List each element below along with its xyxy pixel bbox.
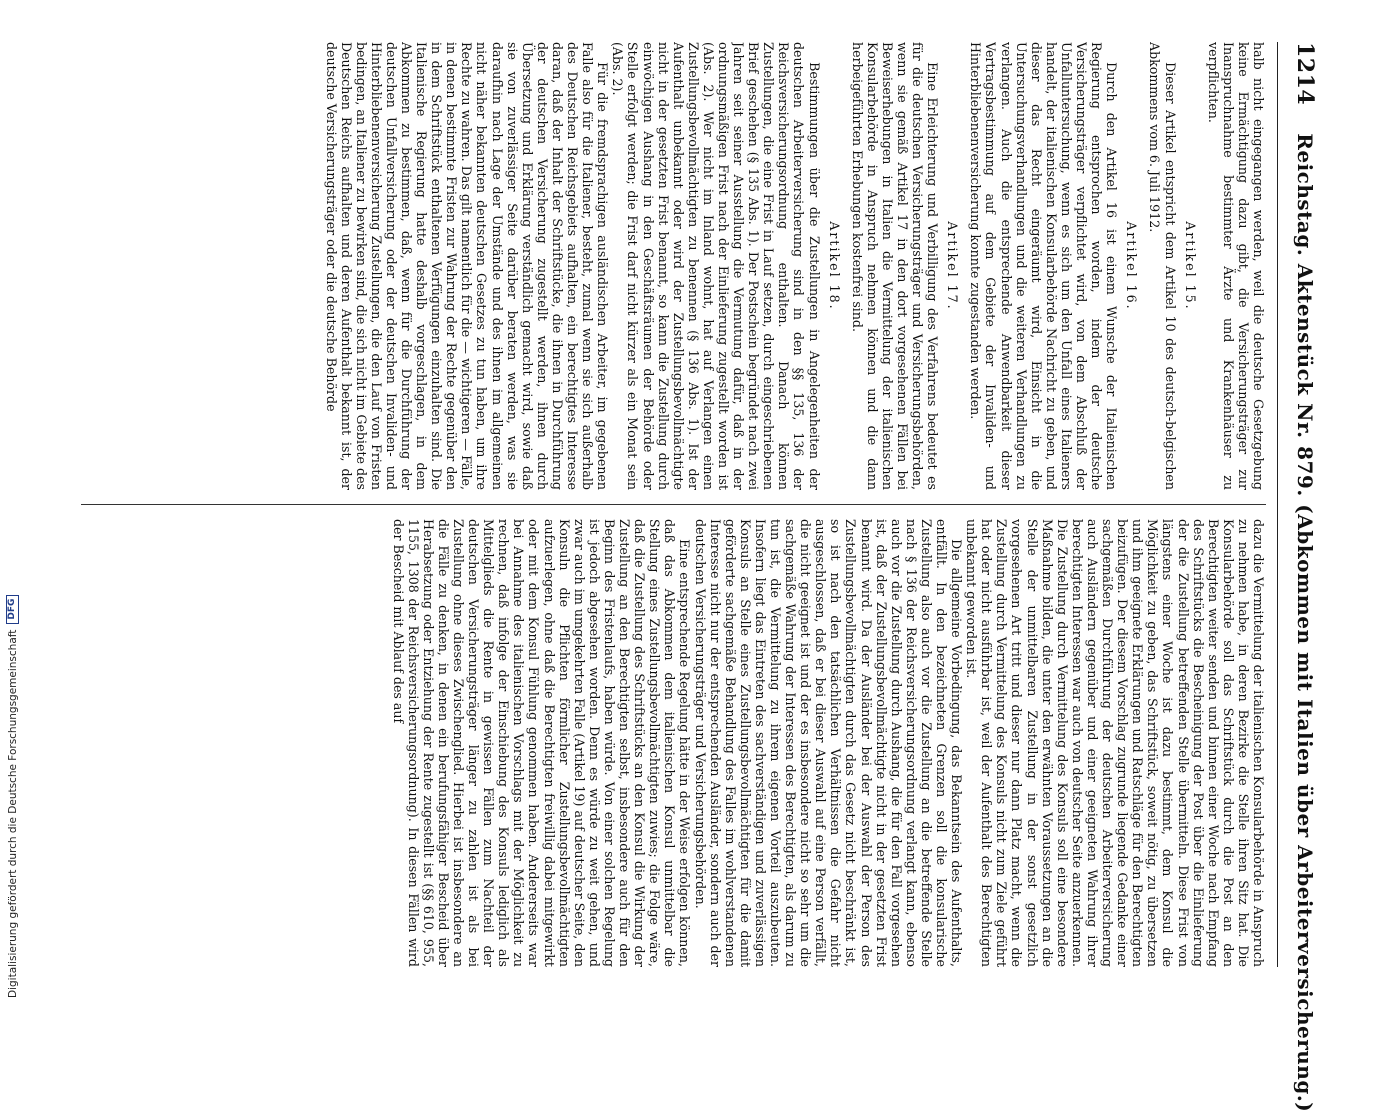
credit-text: Digitalisierung gefördert durch die Deutsche Forschungsgemeinschaft: [6, 629, 19, 998]
paragraph: Eine entsprechende Regelung hätte in der Weise erfolgen können, daß das Abkommen dem italienischen Konsul unmittelbar die Stellung eines Zustellungsbevollmächtigten zuwies; die Folge wäre, daß die Zustellung des Schriftstücks an den Konsul die Wirkung der Zustellung an den Berechtigten selbst, insbesondere auch für den Beginn des Fristenlaufs, haben würde. Von einer solchen Regelung ist jedoch abgesehen worden. Denn es würde zu weit gehen, und zwar auch im umgekehrten Falle (Artikel 19) auf deutscher Seite, den Konsuln die Pflichten förmlicher Zustellungsbevollmächtigten aufzuerlegen, ohne daß die Berechtigten freiwillig dabei mitgewirkt oder mit dem Konsul Fühlung genommen haben. Andererseits war bei Annahme des italienischen Vorschlags mit der Möglichkeit zu rechnen, daß infolge der Einschiebung des Konsuls lediglich als Mittelglieds die Rente in gewissen Fällen zum Nachteil der deutschen Versicherungsträger länger zu zahlen ist als bei Zustellung ohne dieses Zwischenglied. Hierbei ist insbesondere an die Fälle zu denken, in denen ein berufungsfähiger Bescheid über Herabsetzung oder Entziehung der Rente zugestellt ist (§§ 610, 955, 1155, 1308 der Reichsversicherungsordnung). In diesen Fällen wird der Bescheid mit Ablauf des auf: [390, 519, 693, 967]
article-heading: Artikel 17.: [945, 221, 961, 311]
left-column: [81, 42, 1266, 490]
paragraph: Durch den Artikel 16 ist einem Wunsche der Italienischen Regierung entsprochen worden, indem der deutsche Versicherungsträger verpflichtet wird, von dem Abschluß der Unfalluntersuchung, wenn es sich um den Unfall eines Italieners handelt, der italienischen Konsularbehörde Nachricht zu geben, und dieser das Recht eingeräumt wird, Einsicht in die Untersuchungsverhandlungen und die weiteren Verhandlungen zu verlangen. Auch die entsprechende Anwendbarkeit dieser Vertragsbestimmung auf dem Gebiete der Invaliden- und Hinterbliebenenversicherung konnte zugestanden werden.: [968, 42, 1120, 490]
paragraph: Die allgemeine Vorbedingung, das Bekanntsein des Aufenthalts, entfällt. In den bezeichneten Grenzen soll die konsularische Zustellung also auch vor die Zustellung an die betreffende Stelle nach § 136 der Reichsversicherungsordnung verlangt kann, ebenso auch vor die Zustellung durch Aushang, die für den Fall vorgesehen ist, daß der Zustellungsbevollmächtigte nicht in der gesetzten Frist benannt wird. Da der Ausländer bei der Auswahl der Person des Zustellungsbevollmächtigten durch das Gesetz nicht beschränkt ist, so ist nach den tatsächlichen Verhältnissen die Gefahr nicht ausgeschlossen, daß er bei dieser Auswahl auf eine Person verfällt, die nicht geeignet ist und der es insbesondere nicht so sehr um die sachgemäße Wahrung der Interessen des Berechtigten, als darum zu tun ist, die Vermittelung zu ihrem eigenen Vorteil auszubeuten. Insofern liegt das Eintreten des sachverständigen und zuverlässigen Konsuls an Stelle eines Zustellungsbevollmächtigten für die damit geförderte sachgemäße Behandlung des Falles im wohlverstandenen Interesse nicht nur der entsprechenden Ausländer, sondern auch der deutschen Versicherungsträger und Versicherungsbehörden.: [692, 519, 965, 967]
running-title: Reichstag. Aktenstück Nr. 879. (Abkommen mit Italien über Arbeiterversicherung.): [1293, 133, 1317, 1112]
page-number: 1214: [1292, 42, 1318, 106]
paragraph: Eine Erleichterung und Verbilligung des Verfahrens bedeutet es für die deutschen Versicherungsträger und Versicherungsbehörden, wenn sie gemäß Artikel 17 in den dort vorgesehenen Fällen bei Beweiserhebungen in Italien die Vermittelung der italienischen Konsularbehörde in Anspruch nehmen können und die dann herbeigeführten Erhebungen kostenfrei sind.: [849, 42, 941, 490]
right-column: [81, 519, 1266, 967]
paragraph: dazu die Vermittelung der italienischen Konsularbehörde in Anspruch zu nehmen habe, in deren Bezirke die Stelle ihren Sitz hat. Die Konsularbehörde soll das Schriftstück durch die Post an den Berechtigten weiter senden und binnen einer Woche nach Empfang des Schriftstücks die Bescheinigung der Post über die Einlieferung der die Zustellung betreffenden Stelle übermitteln. Diese Frist von längstens einer Woche ist dazu bestimmt, dem Konsul die Möglichkeit zu geben, das Schriftstück, soweit nötig, zu übersetzen und ihm geeignete Erklärungen und Ratschläge für den Berechtigten beizufügen. Der diesem Vorschlag zugrunde liegende Gedanke einer sachgemäßen Durchführung der deutschen Arbeiterversicherung auch Ausländern gegenüber und einer geeigneten Wahrung ihrer berechtigten Interessen war auch von deutscher Seite anzuerkennen. Die Zustellung durch Vermittelung des Konsuls soll eine besondere Maßnahme bilden, die unter den erwähnten Voraussetzungen an die Stelle der unmittelbaren Zustellung in der sonst gesetzlich vorgesehenen Art tritt und dieser nur dann Platz macht, wenn die Zustellung durch Vermittelung des Konsuls nicht zum Ziele geführt hat oder nicht ausführbar ist, weil der Aufenthalt des Berechtigten unbekannt geworden ist.: [964, 519, 1266, 967]
paragraph: Dieser Artikel entspricht dem Artikel 10 des deutsch-belgischen Abkommens vom 6. Juli 1912.: [1147, 42, 1178, 490]
page-header: [1280, 42, 1318, 1112]
column-divider: [81, 504, 1266, 505]
dfg-logo: DFG: [6, 595, 19, 624]
article-heading: Artikel 15.: [1182, 221, 1198, 311]
digitization-credit: [6, 18, 19, 998]
paragraph: Bestimmungen über die Zustellungen in Angelegenheiten der deutschen Arbeiterversicherung sind in den §§ 135, 136 der Reichsversicherungsordnung enthalten. Danach können Zustellungen, die eine Frist in Lauf setzen, durch eingeschriebenen Brief geschehen (§ 135 Abs. 1). Der Postschein begründet nach zwei Jahren seit seiner Ausstellung die Vermutung dafür, daß in der ordnungsmäßigen Frist nach der Einlieferung zugestellt worden ist (Abs. 2). Wer nicht im Inland wohnt, hat auf Verlangen einen Zustellungsbevollmächtigten zu benennen (§ 136 Abs. 1). Ist der Aufenthalt unbekannt oder wird der Zustellungsbevollmächtigte nicht in der gesetzten Frist benannt, so kann die Zustellung durch einwöchigen Aushang in den Geschäftsräumen der Behörde oder Stelle erfolgt werden; die Frist darf nicht kürzer als ein Monat sein (Abs. 2).: [610, 42, 822, 490]
article-heading: Artikel 16.: [1124, 221, 1140, 311]
paragraph: Für die fremdsprachigen ausländischen Arbeiter, im gegebenen Falle also für die Italiener, besteht, zumal wenn sie sich außerhalb des Deutschen Reichsgebiets aufhalten, ein berechtigtes Interesse daran, daß der Inhalt der Schriftstücke, die ihnen in Durchführung der deutschen Versicherung zugestellt werden, ihnen durch Übersetzung und Erklärung verständlich gemacht wird, sowie daß sie von zuverlässiger Seite darüber beraten werden, was sie daraufhin nach Lage der Umstände und des ihnen im allgemeinen nicht näher bekannten deutschen Gesetzes zu tun haben, um ihre Rechte zu wahren. Das gilt namentlich für die — wichtigeren — Fälle, in denen bestimmte Fristen zur Wahrung der Rechte gegenüber den in dem Schriftstück enthaltenen Verfügungen einzuhalten sind. Die Italienische Regierung hatte deshalb vorgeschlagen, in dem Abkommen zu bestimmen, daß, wenn für die Durchführung der deutschen Unfallversicherung oder der deutschen Invaliden- und Hinterbliebenenversicherung Zustellungen, die den Lauf von Fristen bedingen, an Italiener zu bewirken sind, die sich nicht im Gebiete des Deutschen Reichs aufhalten und deren Aufenthalt bekannt ist, der deutsche Versicherungsträger oder die deutsche Behörde: [323, 42, 611, 490]
header-rule: [1277, 42, 1278, 967]
paragraph: halb nicht eingegangen werden, weil die deutsche Gesetzgebung keine Ermächtigung dazu gibt, die Versicherungsträger zur Inanspruchnahme bestimmter Ärzte und Krankenhäuser zu verpflichten.: [1205, 42, 1266, 490]
document-page: [73, 42, 1318, 1112]
article-heading: Artikel 18.: [826, 221, 842, 311]
